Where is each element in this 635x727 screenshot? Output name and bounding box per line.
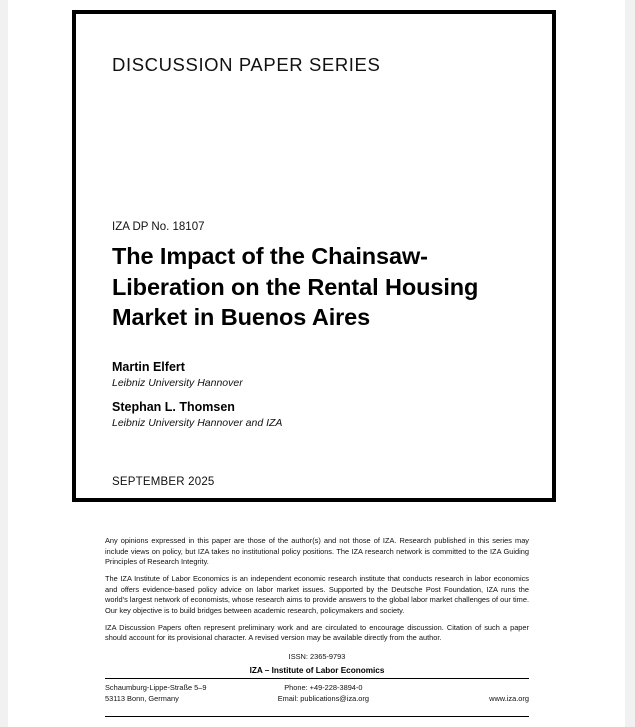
address-line-1: Schaumburg-Lippe-Straße 5–9 xyxy=(105,683,207,692)
author-name: Martin Elfert xyxy=(112,360,185,374)
address-line-2: 53113 Bonn, Germany xyxy=(105,693,179,703)
legal-disclaimer-block xyxy=(105,536,529,661)
author-affiliation: Leibniz University Hannover xyxy=(112,376,243,389)
institute-description-paragraph: The IZA Institute of Labor Economics is an independent economic research institute that conducts research in labor economics and offers evidence-based policy advice on labor market issues. Supported by the Deutsche Post Foundation, IZA runs the world's largest network of economists, whose research aims to provide answers to the global labor market challenges of our time. Our key objective is to build bridges between academic research, policymakers and society. xyxy=(105,574,529,615)
citation-note-paragraph: IZA Discussion Papers often represent preliminary work and are circulated to encourage discussion. Citation of such a paper should account for its provisional character. A revised version may be available directly from the author. xyxy=(105,622,529,643)
author-list xyxy=(112,359,532,439)
address-column xyxy=(105,683,245,704)
cover-border-frame xyxy=(72,10,556,502)
imprint-bottom-divider xyxy=(105,716,529,717)
page-left-edge xyxy=(0,0,8,727)
author-name: Stephan L. Thomsen xyxy=(112,400,235,415)
phone-email-column xyxy=(245,683,402,704)
publication-date: SEPTEMBER 2025 xyxy=(112,476,215,488)
email-address[interactable]: Email: publications@iza.org xyxy=(277,693,369,703)
discussion-paper-number: IZA DP No. 18107 xyxy=(112,221,205,233)
issn-text: ISSN: 2365-9793 xyxy=(288,651,346,661)
contact-details xyxy=(105,679,529,704)
series-title: DISCUSSION PAPER SERIES xyxy=(112,54,381,75)
author-affiliation: Leibniz University Hannover and IZA xyxy=(112,416,283,429)
website-column xyxy=(402,683,529,704)
phone-number: Phone: +49-228-3894-0 xyxy=(284,683,363,692)
website-link[interactable]: www.iza.org xyxy=(489,693,529,703)
disclaimer-paragraph: Any opinions expressed in this paper are those of the author(s) and not those of IZA. Research published in this series may include views on policy, but IZA takes no institutional policy positions. The IZA research network is committed to the IZA Guiding Principles of Research Integrity. xyxy=(105,536,529,567)
page-title: The Impact of the Chainsaw-Liberation on the Rental Housing Market in Buenos Aires xyxy=(112,243,479,331)
imprint-block xyxy=(105,666,529,704)
author-entry xyxy=(112,399,532,430)
institution-name: IZA – Institute of Labor Economics xyxy=(249,666,385,675)
author-entry xyxy=(112,359,532,390)
page-right-edge xyxy=(625,0,635,727)
